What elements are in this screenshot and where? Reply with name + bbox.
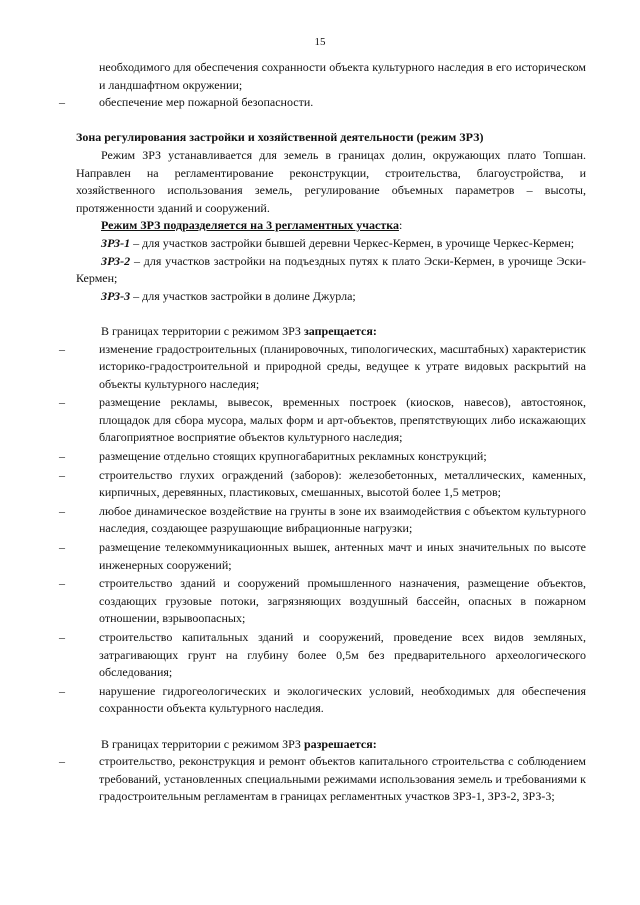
plot-item: ЗРЗ-2 – для участков застройки на подъездных путях к плато Эски-Кермен, в урочище Эски-Кермен; — [76, 253, 586, 286]
prohibited-item: – нарушение гидрогеологических и экологических условий, необходимых для обеспечения сохранности объекта культурного наследия. — [59, 683, 586, 716]
prohibited-item: – любое динамическое воздействие на грунты в зоне их взаимодействия с объектом культурного наследия, создающее разрушающие вибрационные нагрузки; — [59, 503, 586, 536]
list-dash: – — [59, 95, 65, 110]
prohibited-item: – строительство капитальных зданий и сооружений, проведение всех видов земляных, затрагивающих грунт на глубину более 0,5м без предварительного археологического обследования; — [59, 630, 586, 680]
intro-item: необходимого для обеспечения сохранности объекта культурного наследия в его историческом и ландшафтном окружении; — [99, 60, 586, 92]
prohibited-item: – строительство глухих ограждений (заборов): железобетонных, металлических, каменных, кирпичных, деревянных, пластиковых, смешанных, высотой более 1,5 метров; — [59, 467, 586, 500]
prohibited-item: – размещение телекоммуникационных вышек, антенных мачт и иных значительных по высоте инженерных сооружений; — [59, 540, 586, 572]
zone-heading: Зона регулирования застройки и хозяйственной деятельности (режим ЗРЗ) — [76, 130, 484, 145]
page-content — [59, 59, 586, 806]
prohibited-item: – размещение отдельно стоящих крупногабаритных рекламных конструкций; — [59, 449, 487, 464]
prohibited-lead: В границах территории с режимом ЗРЗ запрещается: — [101, 323, 377, 338]
page-number: 15 — [314, 36, 326, 48]
allowed-item: – строительство, реконструкция и ремонт объектов капитального строительства с соблюдением требований, установленных специальными режимами использования земель и требованиями к градостроительным регламентам в границах регламентных участков ЗРЗ-1, ЗРЗ-2, ЗРЗ-3; — [59, 754, 586, 804]
plot-item: ЗРЗ-1 – для участков застройки бывшей деревни Черкес-Кермен, в урочище Черкес-Кермен; — [101, 235, 575, 250]
prohibited-item: – размещение рекламы, вывесок, временных построек (киосков, навесов), автостоянок, площадок для сбора мусора, малых форм и арт-объектов, препятствующих либо искажающих благоприятное восприятие объектов культурного наследия; — [59, 395, 586, 445]
plot-item: ЗРЗ-3 – для участков застройки в долине Джурла; — [101, 288, 356, 303]
allowed-lead: В границах территории с режимом ЗРЗ разрешается: — [101, 736, 377, 751]
intro-item: – обеспечение мер пожарной безопасности. — [76, 94, 586, 112]
prohibited-item: – строительство зданий и сооружений промышленного назначения, размещение объектов, создающих грузовые потоки, загрязняющих воздушный бассейн, опасных в пожарном отношении, взрывоопасных; — [59, 576, 586, 626]
prohibited-item: – изменение градостроительных (планировочных, типологических, масштабных) характеристик историко-градостроительной и природной среды, ведущее к утрате видовых раскрытий на объекты культурного наследия; — [59, 341, 586, 391]
zone-subheading: Режим ЗРЗ подразделяется на 3 регламентных участка: — [101, 218, 403, 233]
zone-paragraph: Режим ЗРЗ устанавливается для земель в границах долин, окружающих плато Топшан. Направлен на регламентирование реконструкции, строительства, благоустройства, и хозяйственного использования земель, регулирование объемных параметров – высоты, протяженности зданий и сооружений. — [76, 147, 586, 215]
